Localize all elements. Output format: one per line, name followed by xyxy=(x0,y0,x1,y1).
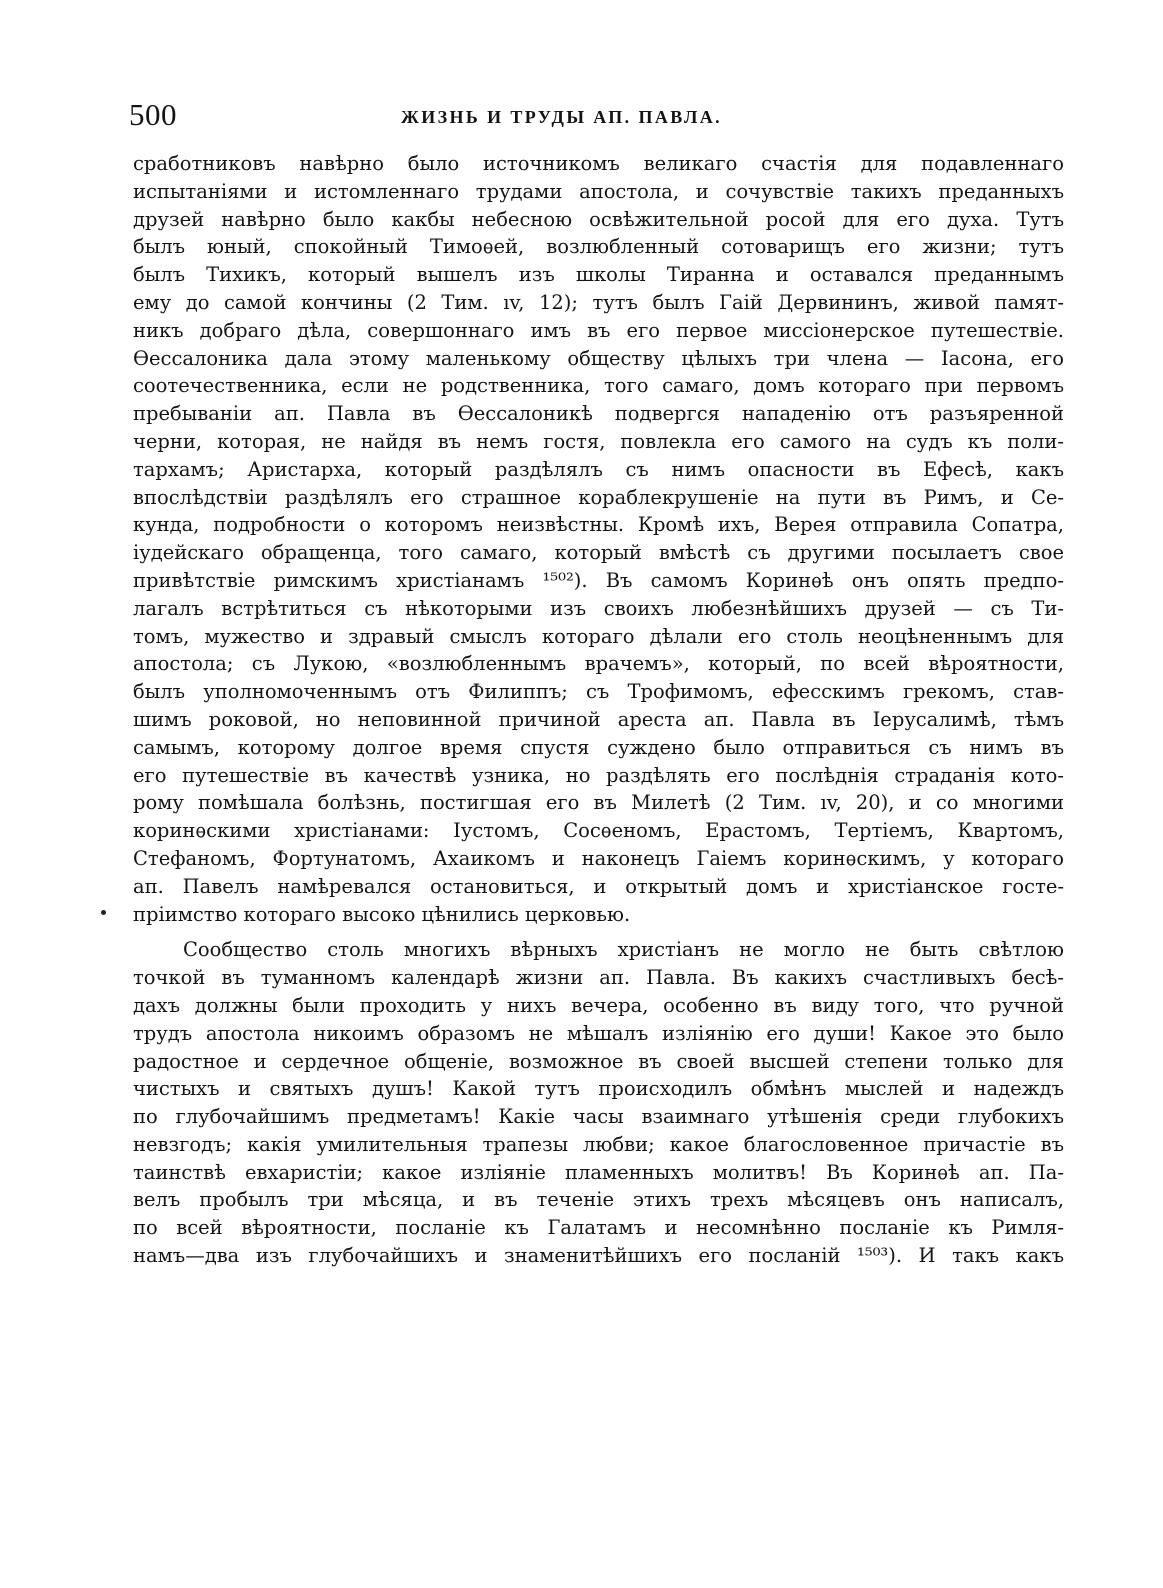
text-line: велъ пробылъ три мѣсяца, и въ теченіе этихъ трехъ мѣсяцевъ онъ написалъ, xyxy=(133,1188,1064,1212)
text-line: Ѳессалоника дала этому маленькому обществу цѣлыхъ три члена — Іасона, его xyxy=(133,346,1064,370)
text-line: былъ Тихикъ, который вышелъ изъ школы Тиранна и оставался преданнымъ xyxy=(133,263,1064,287)
text-line: дахъ должны были проходить у нихъ вечера, особенно въ виду того, что ручной xyxy=(133,993,1064,1017)
text-line: лагалъ встрѣтиться съ нѣкоторыми изъ своихъ любезнѣйшихъ друзей — съ Ти- xyxy=(133,596,1064,620)
text-line: тархамъ; Аристарха, который раздѣлялъ съ нимъ опасности въ Ефесѣ, какъ xyxy=(133,457,1064,481)
text-line: сработниковъ навѣрно было источникомъ великаго счастія для подавленнаго xyxy=(133,152,1064,175)
text-line: трудъ апостола никоимъ образомъ не мѣшалъ изліянію его души! Какое это было xyxy=(133,1021,1064,1045)
paragraph-1 xyxy=(133,150,1064,928)
text-line: былъ юный, спокойный Тимоѳей, возлюбленный сотоварищъ его жизни; тутъ xyxy=(133,235,1064,259)
text-line: чистыхъ и святыхъ душъ! Какой тутъ происходилъ обмѣнъ мыслей и надеждъ xyxy=(133,1077,1064,1101)
text-line: по всей вѣроятности, посланіе къ Галатамъ и несомнѣнно посланіе къ Римля- xyxy=(133,1216,1064,1240)
text-line: апостола; съ Лукою, «возлюбленнымъ врачемъ», который, по всей вѣроятности, xyxy=(133,652,1064,676)
text-line: испытаніями и истомленнаго трудами апостола, и сочувствіе такихъ преданныхъ xyxy=(133,179,1064,203)
text-line: черни, которая, не найдя въ немъ гостя, повлекла его самого на судъ къ поли- xyxy=(133,429,1064,453)
text-line: впослѣдствіи раздѣлялъ его страшное кораблекрушеніе на пути въ Римъ, и Се- xyxy=(133,485,1064,509)
page-number: 500 xyxy=(129,97,177,132)
text-line: пребываніи ап. Павла въ Ѳессалоникѣ подвергся нападенію отъ разъяренной xyxy=(133,402,1064,426)
paragraph-2 xyxy=(133,936,1064,1270)
text-line: коринѳскими христіанами: Іустомъ, Сосѳеномъ, Ерастомъ, Тертіемъ, Квартомъ, xyxy=(133,819,1064,843)
text-line: Сообщество столь многихъ вѣрныхъ христіанъ не могло не быть свѣтлою xyxy=(183,938,1064,962)
text-line: радостное и сердечное общеніе, возможное въ своей высшей степени только для xyxy=(133,1049,1064,1073)
text-line: ему до самой кончины (2 Тим. ıv, 12); тутъ былъ Гаій Дервининъ, живой памят- xyxy=(133,290,1064,314)
text-line: былъ уполномоченнымъ отъ Филиппъ; съ Трофимомъ, ефесскимъ грекомъ, став- xyxy=(133,680,1064,704)
margin-dot-mark xyxy=(101,910,106,915)
body-text xyxy=(133,150,1064,1270)
text-line: кунда, подробности о которомъ неизвѣстны. Кромѣ ихъ, Верея отправила Сопатра, xyxy=(133,513,1064,537)
book-title: ЖИЗНЬ И ТРУДЫ АП. ПАВЛА. xyxy=(401,107,723,127)
text-line: пріимство котораго высоко цѣнились церковью. xyxy=(133,902,631,926)
text-line: томъ, мужество и здравый смыслъ котораго дѣлали его столь неоцѣненнымъ для xyxy=(133,624,1064,648)
text-line: намъ—два изъ глубочайшихъ и знаменитѣйшихъ его посланій ¹⁵⁰³). И такъ какъ xyxy=(133,1244,1064,1268)
text-line: по глубочайшимъ предметамъ! Какіе часы взаимнаго утѣшенія среди глубокихъ xyxy=(133,1105,1064,1129)
text-line: невзгодъ; какія умилительныя трапезы любви; какое благословенное причастіе въ xyxy=(133,1132,1064,1156)
text-line: рому помѣшала болѣзнь, постигшая его въ Милетѣ (2 Тим. ıv, 20), и со многими xyxy=(133,791,1064,815)
text-line: Стефаномъ, Фортунатомъ, Ахаикомъ и наконецъ Гаіемъ коринѳскимъ, у котораго xyxy=(133,846,1064,870)
text-line: привѣтствіе римскимъ христіанамъ ¹⁵⁰²). Въ самомъ Коринѳѣ онъ опять предпо- xyxy=(133,568,1064,592)
text-line: никъ добраго дѣла, совершоннаго имъ въ его первое миссіонерское путешествіе. xyxy=(133,318,1064,342)
text-line: іудейскаго обращенца, того самаго, который вмѣстѣ съ другими посылаетъ свое xyxy=(133,541,1064,565)
text-line: его путешествіе въ качествѣ узника, но раздѣлять его послѣднія страданія кото- xyxy=(133,763,1064,787)
running-head xyxy=(129,97,1061,137)
text-line: таинствѣ евхаристіи; какое изліяніе пламенныхъ молитвъ! Въ Коринѳѣ ап. Па- xyxy=(133,1160,1064,1184)
text-line: соотечественника, если не родственника, того самаго, домъ котораго при первомъ xyxy=(133,374,1064,398)
text-line: шимъ роковой, но неповинной причиной ареста ап. Павла въ Іерусалимѣ, тѣмъ xyxy=(133,707,1064,731)
text-line: самымъ, которому долгое время спустя суждено было отправиться съ нимъ въ xyxy=(133,735,1064,759)
text-line: точкой въ туманномъ календарѣ жизни ап. Павла. Въ какихъ счастливыхъ бесѣ- xyxy=(133,966,1064,990)
text-line: ап. Павелъ намѣревался остановиться, и открытый домъ и христіанское госте- xyxy=(133,874,1064,898)
text-line: друзей навѣрно было какбы небесною освѣжительной росой для его духа. Тутъ xyxy=(133,207,1064,231)
